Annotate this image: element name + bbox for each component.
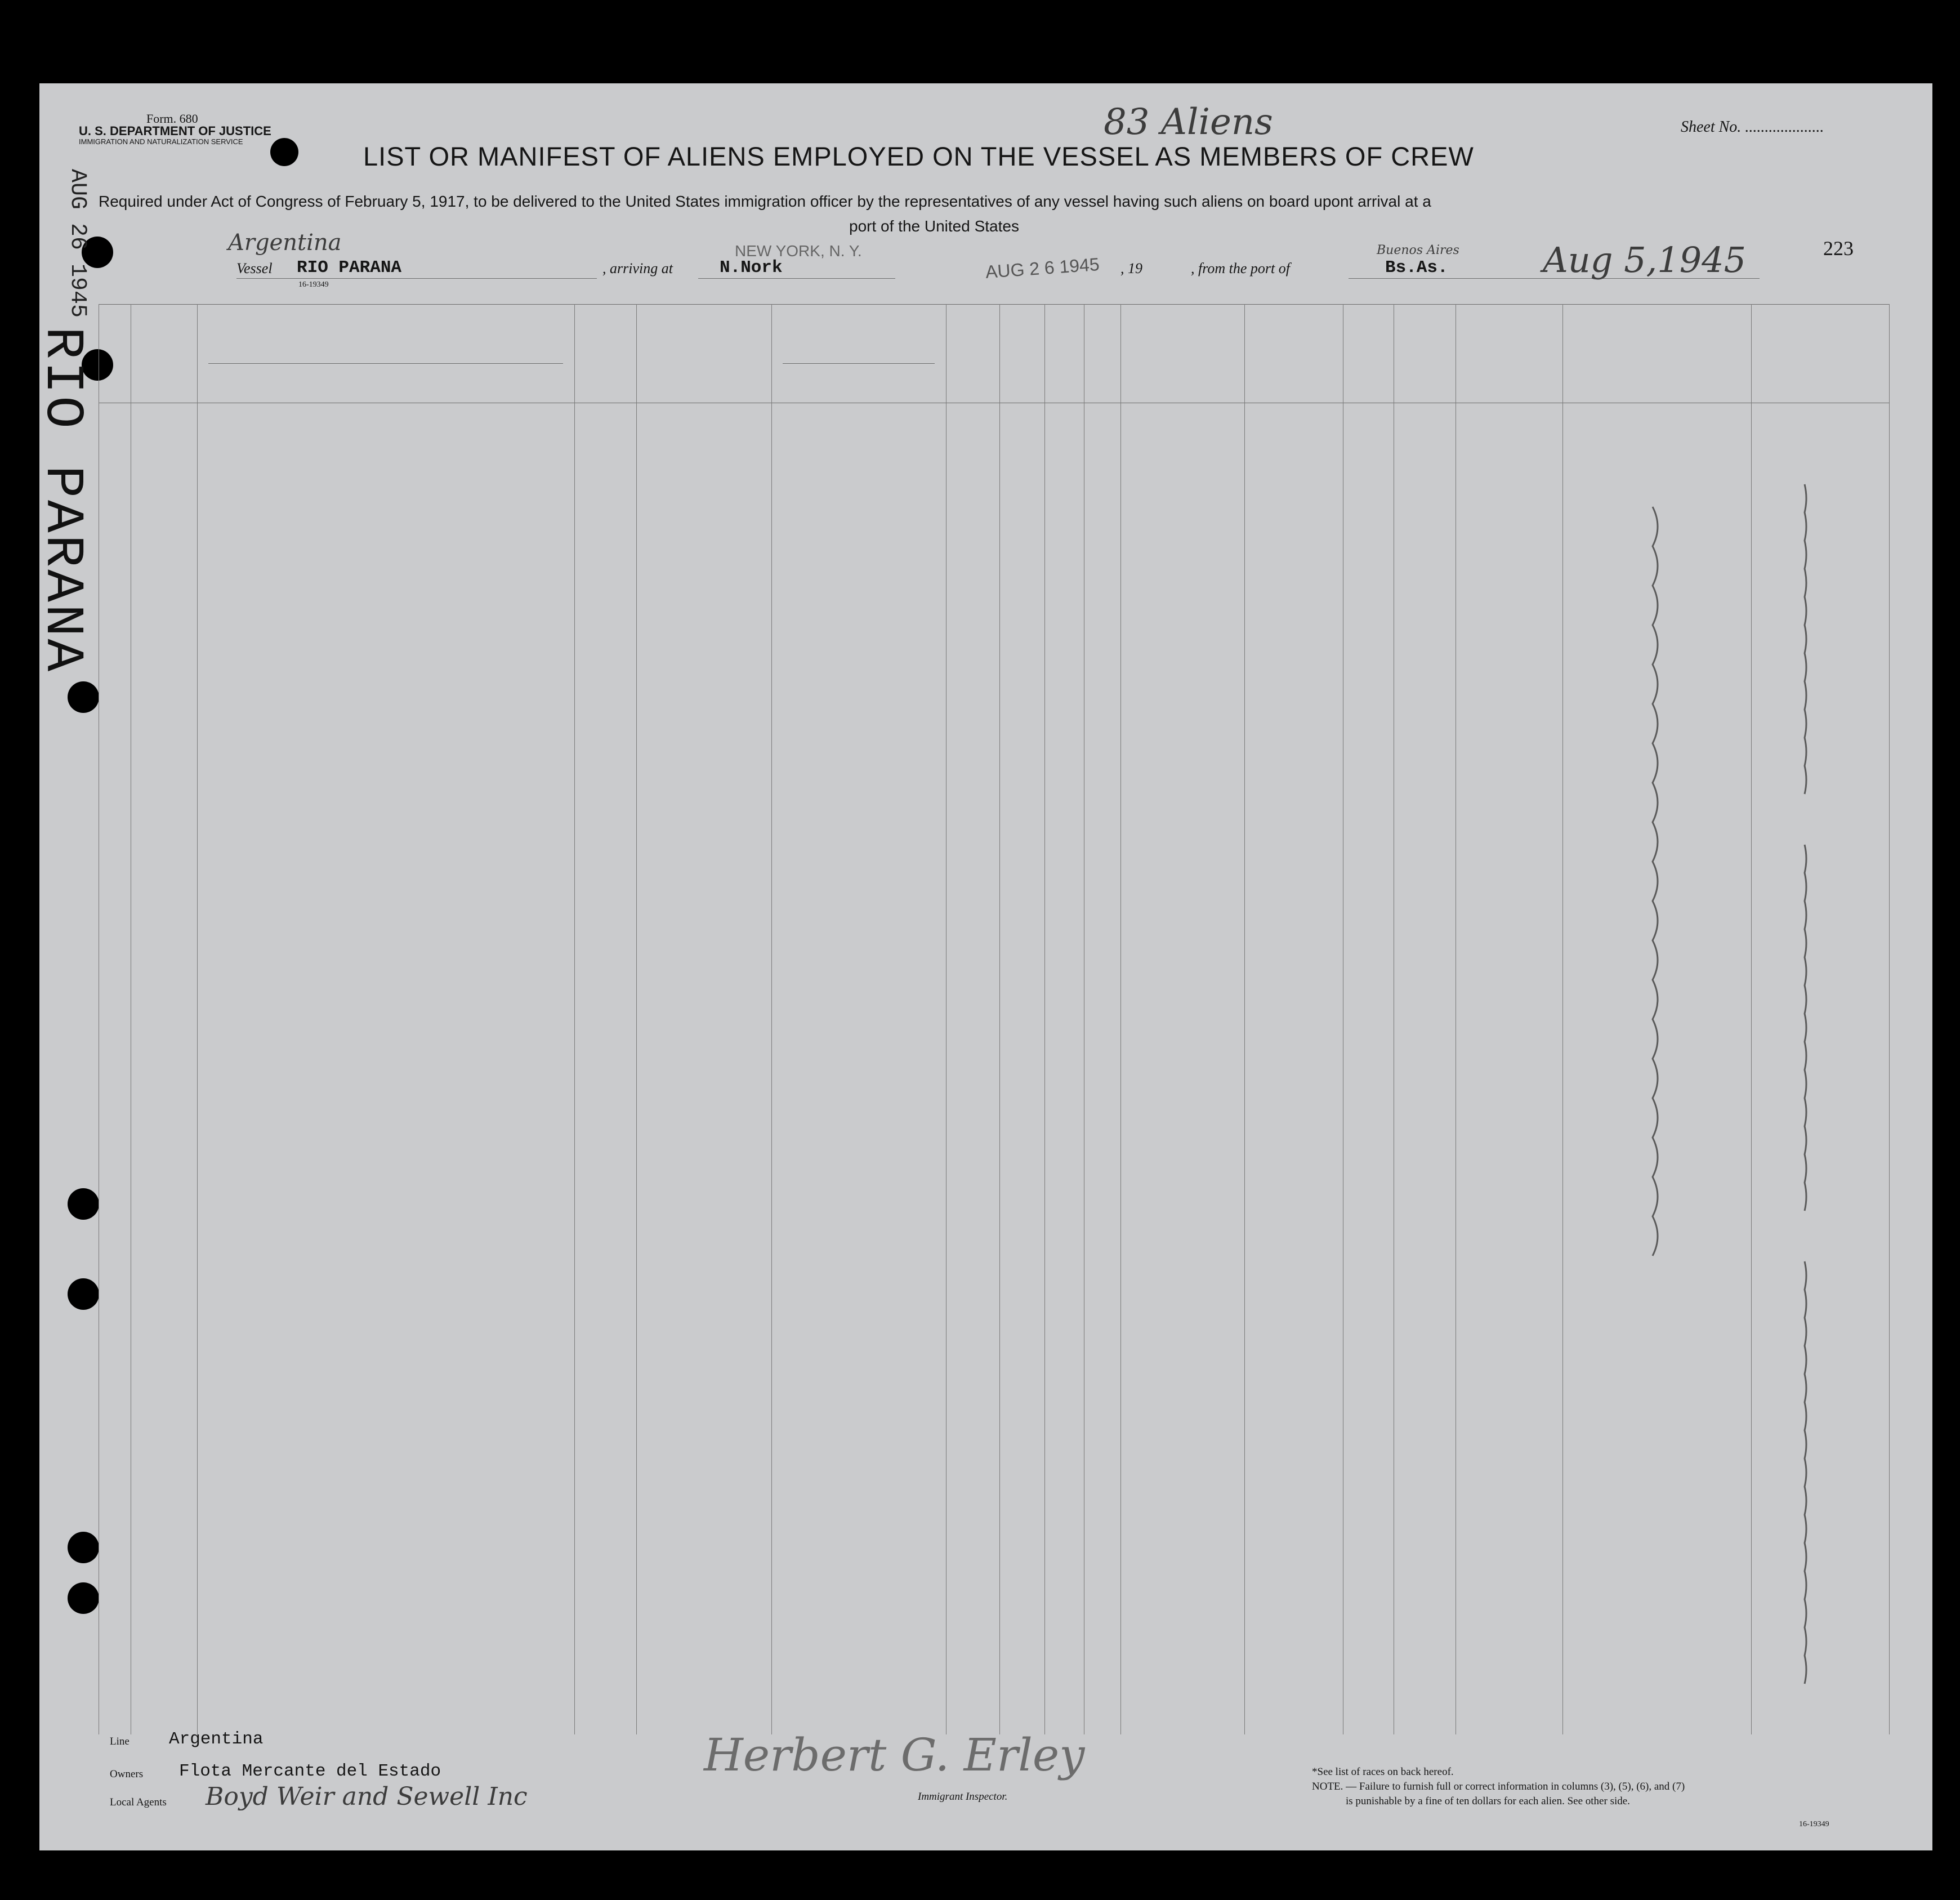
arrival-date-stamp: AUG 2 6 1945: [984, 253, 1100, 283]
line-value: Argentina: [169, 1729, 264, 1749]
remarks-bracket-line: [1653, 507, 1658, 1256]
footer-note-2: NOTE. — Failure to furnish full or correct information in columns (3), (5), (6), and (7): [1312, 1781, 1685, 1792]
arriving-label: , arriving at: [602, 260, 673, 276]
footer-note-1: *See list of races on back hereof.: [1312, 1766, 1454, 1778]
form-number: Form. 680: [146, 111, 198, 126]
departure-port-note: Buenos Aires: [1377, 243, 1459, 257]
agents-value: Boyd Weir and Sewell Inc: [206, 1782, 528, 1811]
service-name: IMMIGRATION AND NATURALIZATION SERVICE: [79, 137, 243, 146]
page-number: 223: [1823, 237, 1854, 260]
footer-note-3: is punishable by a fine of ten dollars for each alien. See other side.: [1346, 1795, 1630, 1807]
action-bracket-line: [1805, 845, 1806, 1211]
vessel-country: Argentina: [228, 230, 342, 256]
side-date-stamp: AUG 26 1945: [65, 169, 90, 318]
year-label: , 19: [1120, 260, 1142, 276]
arriving-port: N.Nork: [720, 258, 783, 278]
sheet-number-label: Sheet No. ....................: [1681, 118, 1824, 136]
side-vessel-name: RIO PARANA: [32, 327, 93, 674]
department-name: U. S. DEPARTMENT OF JUSTICE: [79, 124, 271, 138]
arriving-stamp: NEW YORK, N. Y.: [735, 242, 862, 260]
action-bracket-line: [1805, 484, 1806, 794]
owners-label: Owners: [110, 1768, 144, 1780]
vessel-code: 16-19349: [298, 280, 329, 289]
inspector-signature: Herbert G. Erley: [704, 1729, 1085, 1781]
vessel-name: RIO PARANA: [297, 258, 402, 278]
line-label: Line: [110, 1736, 130, 1747]
agents-label: Local Agents: [110, 1796, 167, 1808]
owners-value: Flota Mercante del Estado: [179, 1761, 441, 1781]
form-subtitle: Required under Act of Congress of February 5, 1917, to be delivered to the United States immigration officer by the representatives of any vessel having such aliens on board upont arrival at a: [99, 193, 1431, 210]
departure-port: Bs.As.: [1385, 258, 1448, 278]
form-subtitle-2: port of the United States: [849, 217, 1019, 235]
footer-code: 16-19349: [1799, 1820, 1829, 1828]
vessel-label: Vessel: [236, 260, 273, 276]
inspector-label: Immigrant Inspector.: [918, 1791, 1008, 1803]
from-port-label: , from the port of: [1191, 260, 1290, 276]
alien-count-annotation: 83 Aliens: [1104, 101, 1273, 143]
form-title: LIST OR MANIFEST OF ALIENS EMPLOYED ON THE VESSEL AS MEMBERS OF CREW: [363, 141, 1474, 171]
action-bracket-line: [1805, 1261, 1806, 1684]
departure-date: Aug 5,1945: [1543, 239, 1747, 280]
